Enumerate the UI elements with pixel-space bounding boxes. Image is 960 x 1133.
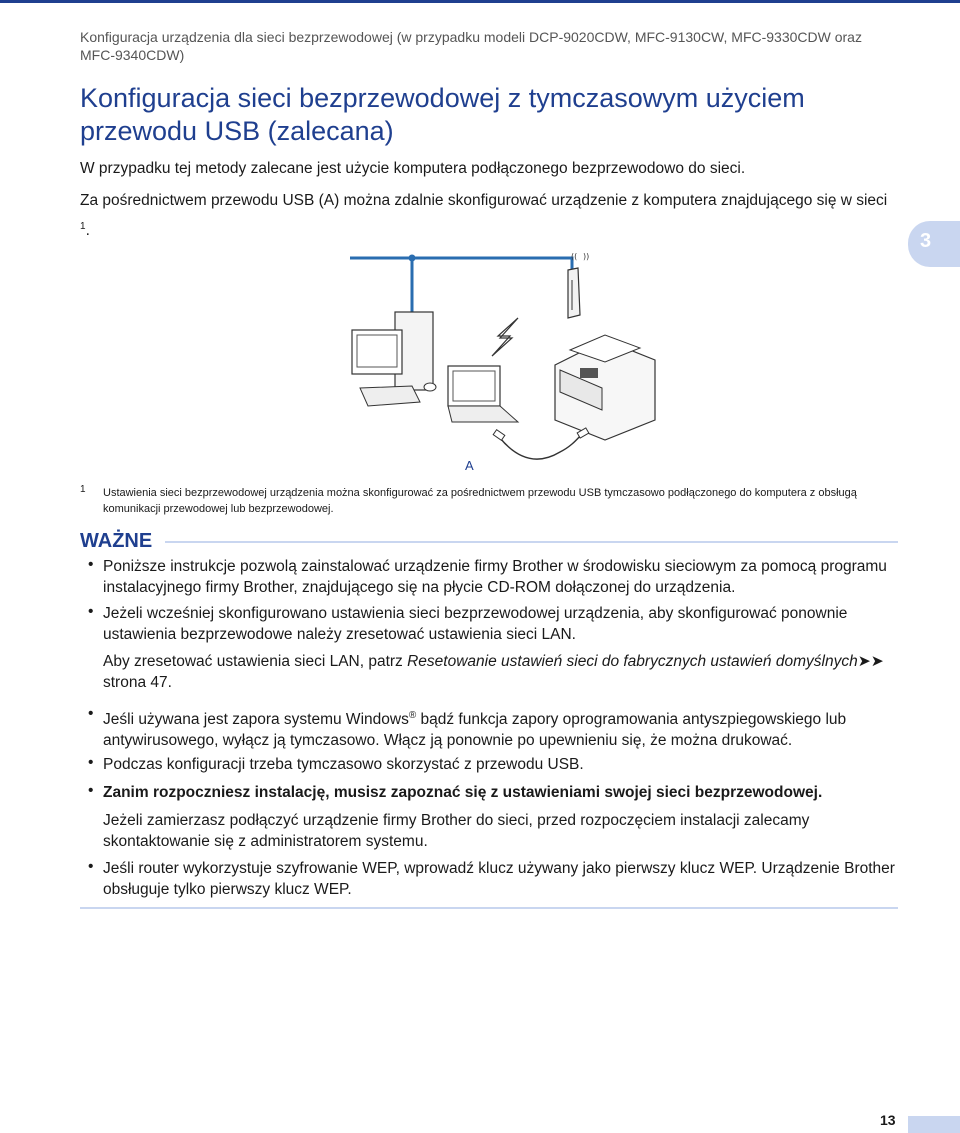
bullet-4-marker: • <box>88 754 94 771</box>
desktop-computer-icon <box>352 312 436 406</box>
laptop-icon <box>448 366 518 422</box>
footnote-ref: 1 <box>80 221 86 232</box>
bullet-2-subtext <box>103 651 903 693</box>
svg-text:)): )) <box>583 252 590 261</box>
bullet-1-marker: • <box>88 556 94 573</box>
bullet-3-text <box>103 705 903 751</box>
important-heading: WAŻNE <box>80 530 153 552</box>
bullet-6-text: Jeśli router wykorzystuje szyfrowanie WEP, wprowadź klucz używany jako pierwszy klucz WEP. Urządzenie Brother obsługuje tylko pierwszy klucz WEP. <box>103 860 895 898</box>
bullet-2-text: Jeżeli wcześniej skonfigurowano ustawienia sieci bezprzewodowej urządzenia, aby skonfigurować ponownie ustawienia bezprzewodowe należy zresetować ustawienia sieci LAN. <box>103 605 848 643</box>
network-diagram <box>340 240 660 480</box>
bullet-5-text: Zanim rozpoczniesz instalację, musisz zapoznać się z ustawieniami swojej sieci bezprzewodowej. <box>103 784 823 801</box>
network-node <box>409 255 416 262</box>
wireless-bolt-icon <box>492 318 518 356</box>
bullet-5-marker: • <box>88 782 94 799</box>
intro-paragraph-1: W przypadku tej metody zalecane jest użycie komputera podłączonego bezprzewodowo do sieci. <box>80 160 746 177</box>
bullet-1-text: Poniższe instrukcje pozwolą zainstalować urządzenie firmy Brother w środowisku sieciowym za pomocą programu instalacyjnego firmy Brother, znajdującego się na płycie CD-ROM dołączonej do urządzenia. <box>103 558 887 596</box>
usb-cable <box>500 434 582 459</box>
important-rule <box>165 541 898 543</box>
bullet-5-subtext: Jeżeli zamierzasz podłączyć urządzenie firmy Brother do sieci, przed rozpoczęciem instalacji zalecamy skontaktowanie się z administratorem systemu. <box>103 812 810 850</box>
page-title: Konfiguracja sieci bezprzewodowej z tymczasowym użyciem przewodu USB (zalecana) <box>80 83 805 146</box>
intro-paragraph-2-end: . <box>85 222 90 240</box>
page-number: 13 <box>880 1112 896 1128</box>
footnote-text: Ustawienia sieci bezprzewodowej urządzenia można skonfigurować za pośrednictwem przewodu USB tymczasowo podłączonego do komputera z obsługą komunikacji przewodowej lub bezprzewodowej. <box>103 487 857 515</box>
printer-icon <box>555 335 655 440</box>
top-rule <box>0 0 960 3</box>
bullet-6-marker: • <box>88 858 94 875</box>
reset-suffix: strona 47. <box>103 674 172 691</box>
bullet-3-pre: Jeśli używana jest zapora systemu Windows <box>103 711 409 729</box>
network-cable <box>350 258 572 290</box>
intro-paragraph-2-text: Za pośrednictwem przewodu USB (A) można zdalnie skonfigurować urządzenie z komputera znajdującego się w sieci <box>80 192 888 209</box>
bullet-4-text: Podczas konfiguracji trzeba tymczasowo skorzystać z przewodu USB. <box>103 756 584 773</box>
svg-text:((: (( <box>571 252 578 261</box>
reset-link[interactable]: Resetowanie ustawień sieci do fabrycznych ustawień domyślnych <box>407 653 858 670</box>
chapter-tab <box>908 221 960 267</box>
running-header: Konfiguracja urządzenia dla sieci bezprzewodowej (w przypadku modeli DCP-9020CDW, MFC-9130CW, MFC-9330CDW oraz MFC-9340CDW) <box>80 29 862 63</box>
arrow-icon: ➤➤ <box>857 653 884 670</box>
registered-mark: ® <box>408 710 417 721</box>
cable-label: A <box>465 458 474 473</box>
bullet-3-marker: • <box>88 705 94 722</box>
footnote-number: 1 <box>80 484 86 495</box>
page-number-bar <box>908 1116 960 1133</box>
reset-prefix: Aby zresetować ustawienia sieci LAN, patrz <box>103 653 408 670</box>
intro-paragraph-2 <box>80 188 900 244</box>
chapter-number: 3 <box>920 230 932 252</box>
bullet-3-post: bądź funkcja zapory oprogramowania antyszpiegowskiego lub antywirusowego, wyłącz ją tymczasowo. Włącz ją ponownie po upewnieniu się, że można drukować. <box>103 711 847 750</box>
important-bottom-rule <box>80 907 898 909</box>
bullet-2-marker: • <box>88 603 94 620</box>
